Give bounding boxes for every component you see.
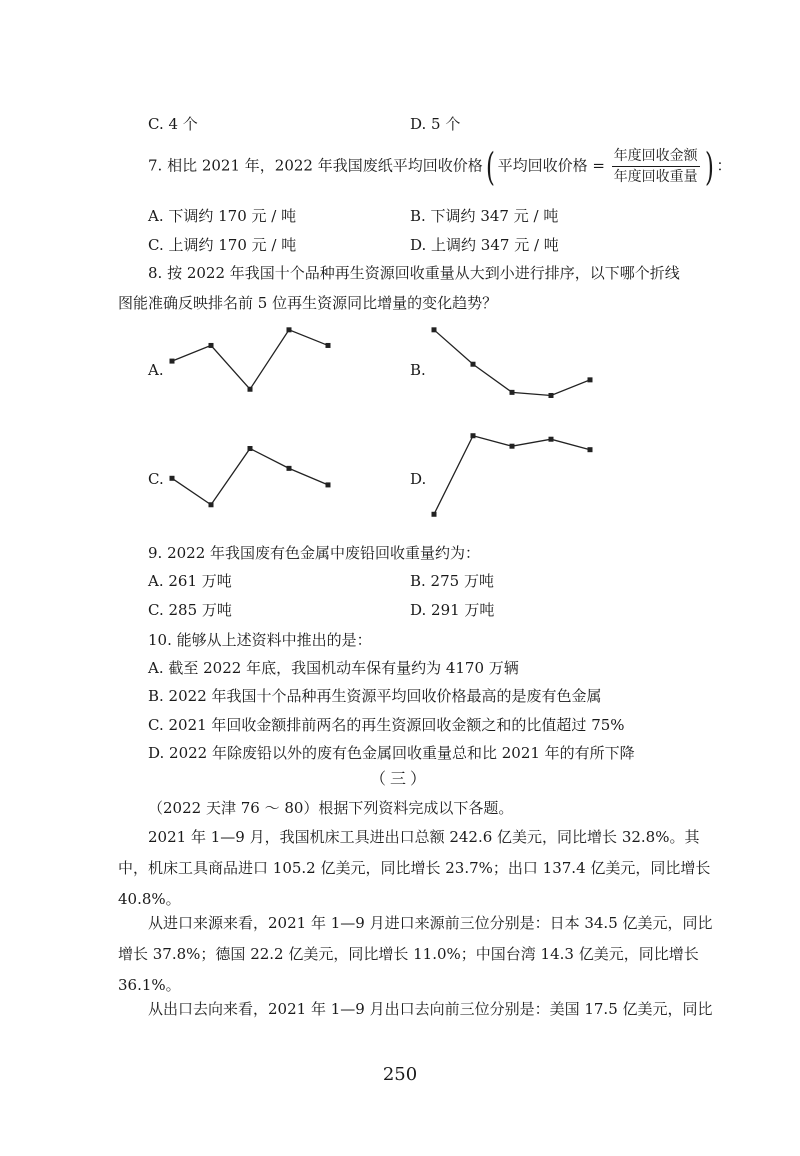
data-point-5 xyxy=(588,377,593,382)
chart-a-label: A. xyxy=(148,361,164,379)
q9-option-c: C. 285 万吨 xyxy=(148,601,232,619)
data-point-3 xyxy=(248,446,253,451)
chart-b xyxy=(432,320,592,410)
q9-option-b: B. 275 万吨 xyxy=(410,572,494,590)
data-point-1 xyxy=(170,359,175,364)
data-point-1 xyxy=(432,512,437,517)
data-point-5 xyxy=(326,343,331,348)
data-point-2 xyxy=(209,343,214,348)
data-point-2 xyxy=(471,433,476,438)
q9-option-d: D. 291 万吨 xyxy=(410,601,495,619)
q7-suffix: ： xyxy=(716,156,732,175)
q7-fraction xyxy=(612,146,700,187)
section-title: （三） xyxy=(369,769,430,788)
data-point-4 xyxy=(287,327,292,332)
q6-option-d: D. 5 个 xyxy=(410,115,461,133)
data-point-2 xyxy=(471,362,476,367)
page-number: 250 xyxy=(382,1064,418,1085)
left-paren: ( xyxy=(485,144,495,189)
data-point-3 xyxy=(248,387,253,392)
section-paragraph-2: 从进口来源来看，2021 年 1—9 月进口来源前三位分别是：日本 34.5 亿美元，同比增长 37.8%；德国 22.2 亿美元，同比增长 11.0%；中国台湾 14.3 亿美元，同比增长 36.1%。 xyxy=(118,914,713,994)
data-point-3 xyxy=(510,390,515,395)
data-point-4 xyxy=(549,393,554,398)
q7-numerator: 年度回收金额 xyxy=(612,146,700,167)
data-point-2 xyxy=(209,502,214,507)
right-paren: ) xyxy=(704,144,714,189)
q7-stem xyxy=(148,146,732,187)
q7-option-b: B. 下调约 347 元 / 吨 xyxy=(410,207,559,225)
section-paragraph-1: 2021 年 1—9 月，我国机床工具进出口总额 242.6 亿美元，同比增长 32.8%。其中，机床工具商品进口 105.2 亿美元，同比增长 23.7%；出口 137.4 亿美元，同比增长 40.8%。 xyxy=(118,828,711,908)
section-paragraph-3: 从出口去向来看，2021 年 1—9 月出口去向前三位分别是：美国 17.5 亿美元，同比 xyxy=(148,1000,713,1018)
chart-b-label: B. xyxy=(410,361,426,379)
q7-option-a: A. 下调约 170 元 / 吨 xyxy=(148,207,297,225)
q7-formula-label: 平均回收价格 = xyxy=(497,156,605,175)
q7-prefix: 7. 相比 2021 年，2022 年我国废纸平均回收价格 xyxy=(148,156,483,175)
chart-a xyxy=(170,320,330,410)
data-point-4 xyxy=(549,437,554,442)
q6-option-c: C. 4 个 xyxy=(148,115,198,133)
q8-stem-line1: 8. 按 2022 年我国十个品种再生资源回收重量从大到小进行排序，以下哪个折线 xyxy=(148,264,680,282)
data-point-4 xyxy=(287,466,292,471)
chart-d xyxy=(432,425,592,525)
data-point-5 xyxy=(588,447,593,452)
q10-option-a: A. 截至 2022 年底，我国机动车保有量约为 4170 万辆 xyxy=(148,659,519,677)
q9-stem: 9. 2022 年我国废有色金属中废铅回收重量约为： xyxy=(148,544,481,562)
q10-stem: 10. 能够从上述资料中推出的是： xyxy=(148,631,372,649)
series-line xyxy=(434,330,590,396)
series-line xyxy=(172,449,328,505)
q9-option-a: A. 261 万吨 xyxy=(148,572,232,590)
chart-c-label: C. xyxy=(148,470,164,488)
chart-c xyxy=(170,425,330,520)
q10-option-b: B. 2022 年我国十个品种再生资源平均回收价格最高的是废有色金属 xyxy=(148,687,602,705)
data-point-1 xyxy=(170,476,175,481)
chart-d-label: D. xyxy=(410,470,427,488)
data-point-1 xyxy=(432,327,437,332)
q10-option-c: C. 2021 年回收金额排前两名的再生资源回收金额之和的比值超过 75% xyxy=(148,716,625,734)
data-point-5 xyxy=(326,482,331,487)
data-point-3 xyxy=(510,444,515,449)
q7-option-c: C. 上调约 170 元 / 吨 xyxy=(148,236,297,254)
section-intro: （2022 天津 76 ～ 80）根据下列资料完成以下各题。 xyxy=(148,799,514,817)
q7-denominator: 年度回收重量 xyxy=(613,169,698,185)
q8-stem-line2: 图能准确反映排名前 5 位再生资源同比增量的变化趋势？ xyxy=(118,294,498,312)
series-line xyxy=(172,330,328,389)
q10-option-d: D. 2022 年除废铅以外的废有色金属回收重量总和比 2021 年的有所下降 xyxy=(148,744,635,762)
q7-option-d: D. 上调约 347 元 / 吨 xyxy=(410,236,559,254)
